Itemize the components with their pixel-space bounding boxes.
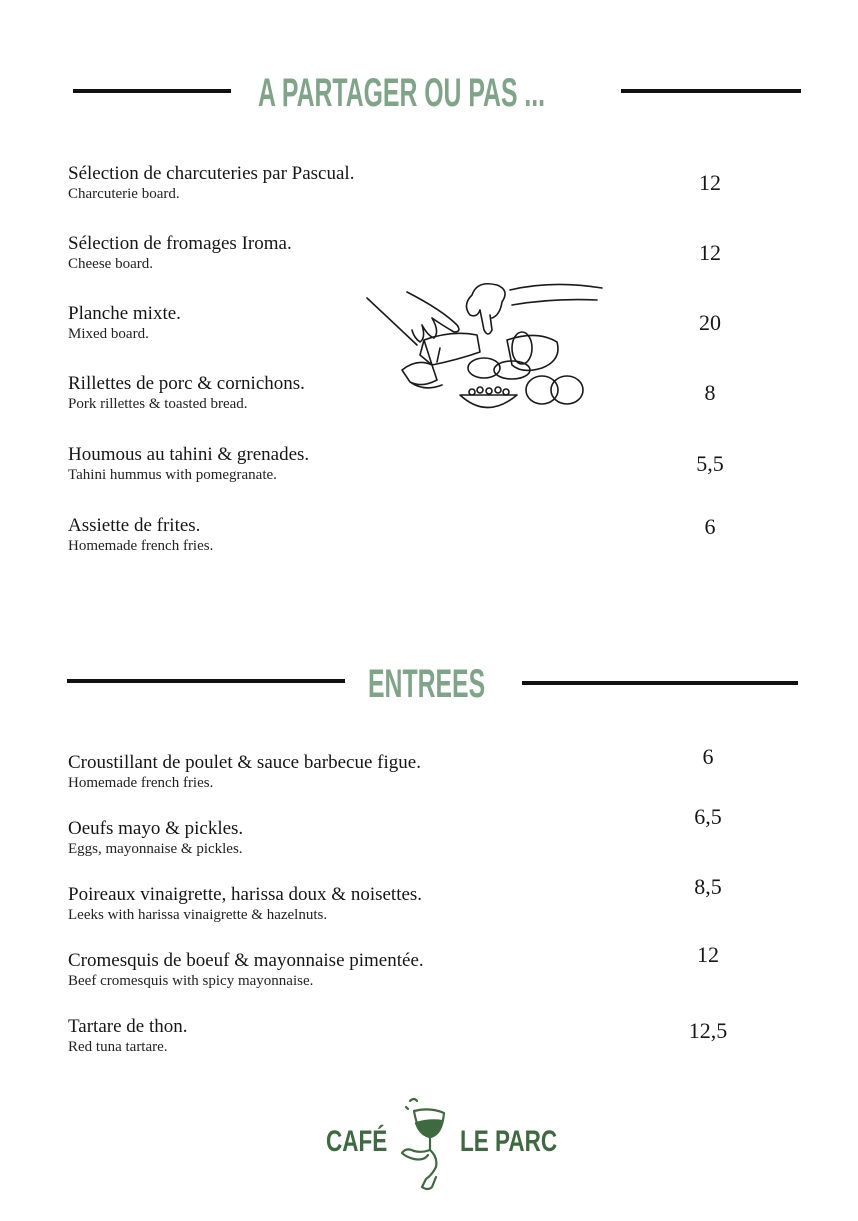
- item-name: Tartare de thon.: [68, 1016, 188, 1037]
- item-description: Pork rillettes & toasted bread.: [68, 396, 248, 412]
- item-price: 12,5: [688, 1018, 728, 1043]
- section-header-entrees: [0, 660, 858, 710]
- menu-item: [68, 752, 668, 792]
- wine-glass-runner-icon: [392, 1095, 462, 1195]
- item-price: 20: [699, 310, 721, 335]
- item-name: Sélection de charcuteries par Pascual.: [68, 163, 355, 184]
- menu-item: [68, 233, 668, 273]
- item-description: Mixed board.: [68, 326, 149, 342]
- menu-item: [68, 884, 668, 924]
- item-name: Croustillant de poulet & sauce barbecue figue.: [68, 752, 421, 773]
- item-name: Planche mixte.: [68, 303, 181, 324]
- item-price: 8: [704, 380, 716, 405]
- menu-item: [68, 1016, 668, 1056]
- item-price: 12: [699, 170, 721, 195]
- item-price: 6,5: [694, 804, 722, 829]
- section-title: A PARTAGER OU PAS ...: [258, 71, 546, 115]
- item-name: Rillettes de porc & cornichons.: [68, 373, 305, 394]
- charcuterie-board-illustration: [362, 270, 612, 420]
- divider-rule-left: [73, 89, 231, 93]
- item-price: 8,5: [694, 874, 722, 899]
- item-description: Eggs, mayonnaise & pickles.: [68, 841, 243, 857]
- divider-rule-right: [522, 681, 798, 685]
- item-name: Assiette de frites.: [68, 515, 201, 536]
- item-price: 6: [704, 514, 716, 539]
- section-title: ENTREES: [368, 662, 486, 706]
- divider-rule-left: [67, 679, 345, 683]
- item-description: Tahini hummus with pomegranate.: [68, 467, 277, 483]
- cafe-le-parc-logo: [320, 1095, 560, 1195]
- logo-text-left: CAFÉ: [326, 1125, 388, 1158]
- menu-item: [68, 444, 668, 484]
- item-name: Houmous au tahini & grenades.: [68, 444, 310, 465]
- item-description: Homemade french fries.: [68, 538, 214, 554]
- item-name: Sélection de fromages Iroma.: [68, 233, 292, 254]
- item-description: Leeks with harissa vinaigrette & hazelnuts.: [68, 907, 328, 923]
- item-name: Cromesquis de boeuf & mayonnaise pimentée.: [68, 950, 424, 971]
- menu-item: [68, 515, 668, 555]
- item-price: 12: [699, 240, 721, 265]
- menu-item: [68, 950, 668, 990]
- item-description: Beef cromesquis with spicy mayonnaise.: [68, 973, 314, 989]
- item-price: 5,5: [696, 451, 724, 476]
- menu-item: [68, 818, 668, 858]
- item-price: 12: [697, 942, 719, 967]
- item-price: 6: [702, 744, 714, 769]
- menu-item: [68, 163, 668, 203]
- item-name: Poireaux vinaigrette, harissa doux & noisettes.: [68, 884, 423, 905]
- item-description: Homemade french fries.: [68, 775, 214, 791]
- item-description: Red tuna tartare.: [68, 1039, 168, 1055]
- section-header-partager: [0, 68, 858, 118]
- item-name: Oeufs mayo & pickles.: [68, 818, 244, 839]
- item-description: Charcuterie board.: [68, 186, 180, 202]
- item-description: Cheese board.: [68, 256, 153, 272]
- logo-text-right: LE PARC: [460, 1125, 558, 1158]
- divider-rule-right: [621, 89, 801, 93]
